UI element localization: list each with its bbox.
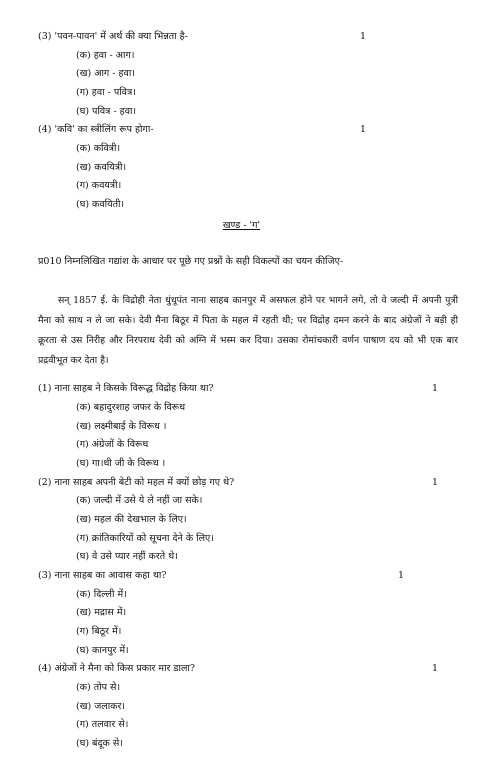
question-marks: 1 (431, 383, 438, 394)
question-text: (3) नाना साहब का आवास कहा था? (38, 570, 167, 581)
passage (38, 291, 458, 371)
option-item: (ग) अंग्रेजों के विरूध (76, 439, 149, 450)
option-item: (ग) हवा - पवित्र। (76, 87, 136, 98)
option-item: (घ) बंदूक से। (76, 738, 123, 749)
question-marks: 1 (359, 31, 366, 42)
option-item: (क) हवा - आग। (76, 50, 135, 61)
option-item: (घ) वे उसे प्यार नहीं करते थे। (76, 551, 178, 562)
question-marks: 1 (359, 124, 366, 135)
question-marks: 1 (431, 477, 438, 488)
option-item: (घ) पवित्र - हवा। (76, 106, 137, 117)
option-item: (ख) जलाकर। (76, 701, 125, 712)
question-text: (4) 'कवि' का स्त्रीलिंग रूप होगा- (38, 124, 154, 135)
option-item: (क) कवित्री। (76, 143, 121, 154)
option-item: (ग) क्रांतिकारियों को सूचना देने के लिए। (76, 533, 214, 544)
question-marks: 1 (397, 570, 404, 581)
option-item: (क) जल्दी में उसे ये ले नहीं जा सके। (76, 495, 203, 506)
option-item: (घ) कानपुर में। (76, 645, 129, 656)
option-item: (ग) बिठूर में। (76, 626, 122, 637)
option-item: (क) दिल्ली में। (76, 589, 127, 600)
option-item: (घ) गा।धी जी के विरूध । (76, 458, 166, 469)
instruction-text: प्र010 निम्नलिखित गद्यांश के आधार पर पूछे गए प्रश्नों के सही विकल्पों का चयन कीजिए- (38, 256, 344, 267)
option-item: (घ) कवयिती। (76, 199, 125, 210)
question-text: (4) अंग्रेजों ने मैना को किस प्रकार मार डाला? (38, 663, 195, 674)
question-text: (1) नाना साहब ने किसके विरूद्ध विद्रोह किया था? (38, 383, 214, 394)
passage-text: सन् 1857 ई. के विद्रोही नेता धुंधूपंत नाना साहब कानपुर में असफल होने पर भागने लगे, तो वे जल्दी में अपनी पुत्री मैना को साथ न ले जा सके। देवी मैना बिठूर में पिता के महल में रहती थी; पर विद्रोह दमन करने के बाद अंग्रेजों ने बड़ी ही क्रूरता से उस निरीह और निरपराध देवी को अग्नि में भस्म कर दिया। उसका रोमांचकारी वर्णन पाषाण दय को भी एक बार प्रद्रवीभूत कर देता है। (38, 295, 458, 366)
option-item: (ग) तलवार से। (76, 719, 129, 730)
option-item: (ख) कवयित्री। (76, 162, 127, 173)
question-text: (2) नाना साहब अपनी बेटी को महल में क्यों छोड़ गए थे? (38, 477, 235, 488)
option-item: (क) बहादुरशाह जफर के विरूध (76, 402, 186, 413)
option-item: (ग) कवयत्री। (76, 180, 122, 191)
section-heading: खण्ड - 'ग' (222, 220, 261, 231)
option-item: (ख) मद्रास में। (76, 607, 127, 618)
question-marks: 1 (431, 663, 438, 674)
option-item: (ख) महल की देखभाल के लिए। (76, 514, 187, 525)
option-item: (ख) लक्ष्मीबाई के विरूध । (76, 421, 167, 432)
option-item: (ख) आग - हवा। (76, 68, 135, 79)
option-item: (क) तोप से। (76, 682, 121, 693)
question-text: (3) 'पवन-पावन' में अर्थ की क्या भिन्नता है- (38, 31, 188, 42)
